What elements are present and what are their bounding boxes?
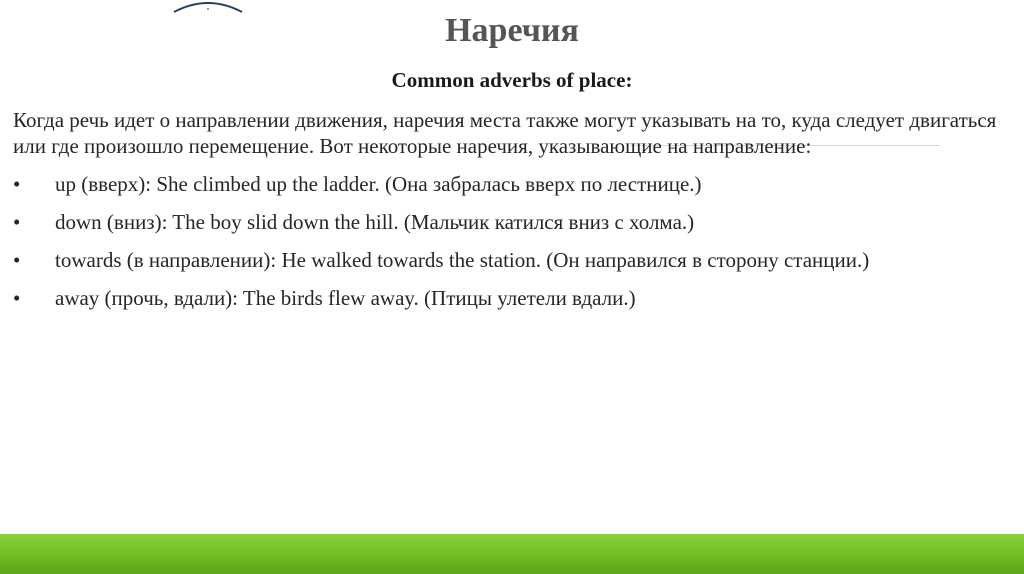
slide-body: [13, 107, 1003, 323]
bullet-icon: •: [13, 210, 21, 234]
list-item-text: towards (в направлении): He walked towards the station. (Он направился в сторону станции.): [55, 248, 870, 272]
slide-title: Наречия: [445, 12, 579, 49]
intro-paragraph: Когда речь идет о направлении движения, наречия места также могут указывать на то, куда следует двигаться или где произошло перемещение. Вот некоторые наречия, указывающие на направление:: [13, 108, 997, 158]
list-item: [13, 171, 1003, 197]
footer-bar: [0, 534, 1024, 574]
slide-subtitle: Common adverbs of place:: [391, 68, 633, 92]
list-item: [13, 247, 1003, 273]
list-item-text: down (вниз): The boy slid down the hill. (Мальчик катился вниз с холма.): [55, 210, 695, 234]
bullet-icon: •: [13, 172, 21, 196]
bullet-icon: •: [13, 248, 21, 272]
list-item-text: up (вверх): She climbed up the ladder. (Она забралась вверх по лестнице.): [55, 172, 702, 196]
list-item: [13, 285, 1003, 311]
bullet-icon: •: [13, 286, 21, 310]
list-item: [13, 209, 1003, 235]
list-item-text: away (прочь, вдали): The birds flew away. (Птицы улетели вдали.): [55, 286, 636, 310]
